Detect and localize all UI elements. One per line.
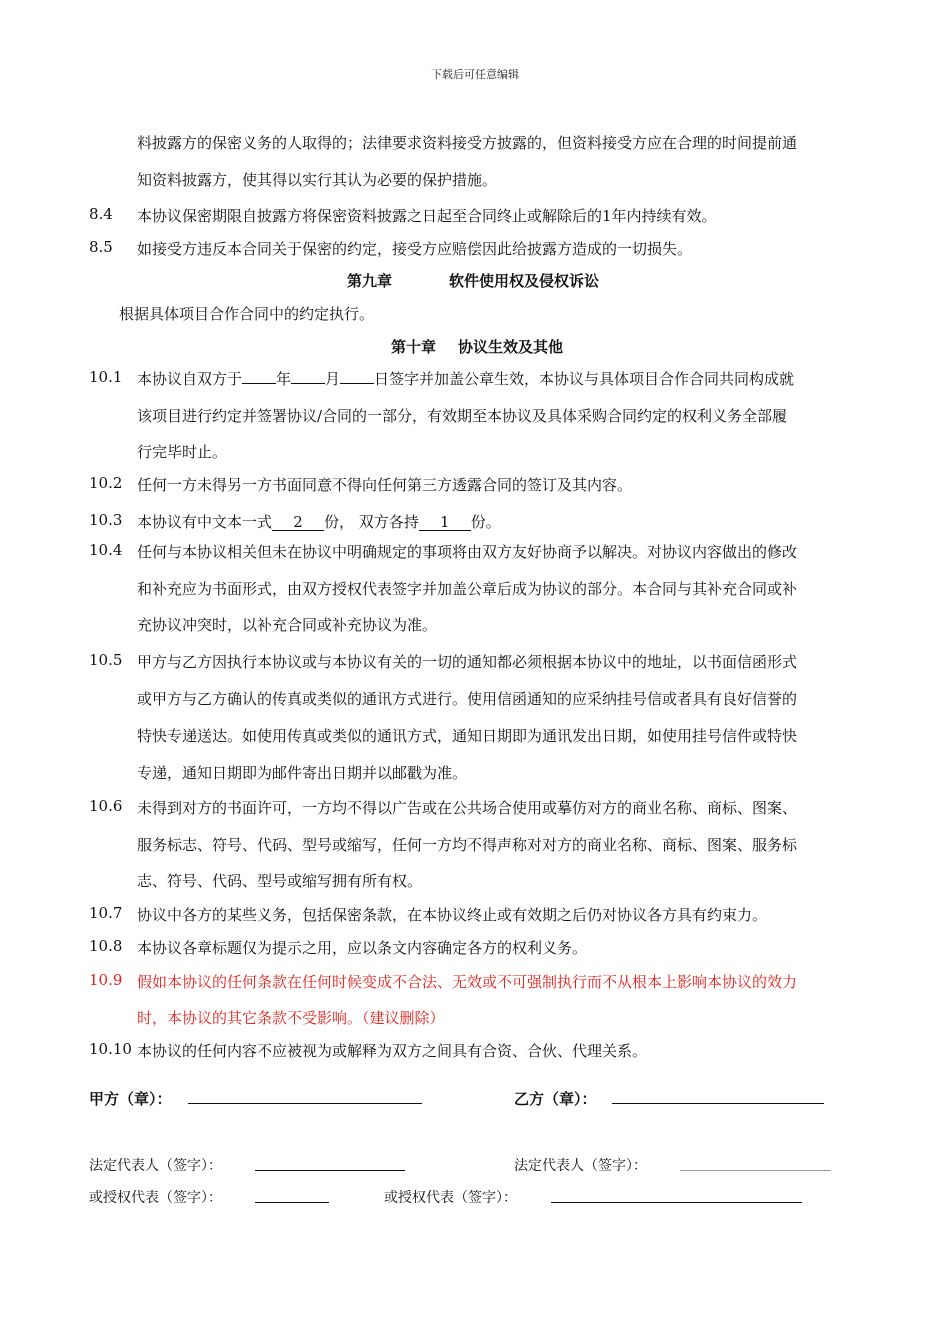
clause-10-4-line-1: 任何与本协议相关但未在协议中明确规定的事项将由双方友好协商予以解决。对协议内容做出的修改 xyxy=(137,543,798,561)
clause-10-6-number: 10.6 xyxy=(89,797,123,815)
clause-10-2-text: 任何一方未得另一方书面同意不得向任何第三方透露合同的签订及其内容。 xyxy=(137,476,633,494)
clause-8-3-line-1: 料披露方的保密义务的人取得的；法律要求资料接受方披露的，但资料接受方应在合理的时间提前通 xyxy=(137,134,798,152)
clause-8-3-line-2: 知资料披露方，使其得以实行其认为必要的保护措施。 xyxy=(137,171,498,189)
page-header: 下载后可任意编辑 xyxy=(431,68,519,81)
party-b-auth-line[interactable] xyxy=(551,1202,802,1203)
year-blank[interactable] xyxy=(242,383,276,384)
clause-10-1-line-2: 该项目进行约定并签署协议/合同的一部分，有效期至本协议及具体采购合同约定的权利义务全部履 xyxy=(137,407,788,425)
clause-10-1-number: 10.1 xyxy=(89,368,123,386)
clause-10-2-number: 10.2 xyxy=(89,474,123,492)
clause-10-3-text xyxy=(137,511,501,532)
clause-10-6-line-1: 未得到对方的书面许可，一方均不得以广告或在公共场合使用或摹仿对方的商业名称、商标、图案、 xyxy=(137,799,798,817)
clause-10-9-line-2: 时，本协议的其它条款不受影响。（建议删除） xyxy=(137,1009,445,1027)
chapter-9-label: 第九章 xyxy=(347,272,393,290)
clause-8-4-number: 8.4 xyxy=(89,205,113,223)
clause-10-3-text-b: 份， 双方各持 xyxy=(324,513,419,531)
copies-each: 1 xyxy=(419,515,471,531)
clause-8-5-number: 8.5 xyxy=(89,238,113,256)
clause-10-3-number: 10.3 xyxy=(89,511,123,529)
month-label: 月 xyxy=(325,370,341,388)
party-a-auth-label: 或授权代表（签字）： xyxy=(89,1190,222,1206)
party-b-rep-line[interactable] xyxy=(680,1170,831,1171)
clause-10-5-number: 10.5 xyxy=(89,651,123,669)
party-a-seal-line[interactable] xyxy=(188,1103,422,1104)
party-a-rep-line[interactable] xyxy=(255,1170,405,1171)
clause-10-3-text-c: 份。 xyxy=(470,513,501,531)
clause-10-10-number: 10.10 xyxy=(89,1040,132,1058)
clause-10-5-line-4: 专递，通知日期即为邮件寄出日期并以邮戳为准。 xyxy=(137,764,468,782)
clause-10-4-line-2: 和补充应为书面形式，由双方授权代表签字并加盖公章后成为协议的部分。本合同与其补充合同或补 xyxy=(137,580,798,598)
clause-10-9-line-1: 假如本协议的任何条款在任何时候变成不合法、无效或不可强制执行而不从根本上影响本协议的效力 xyxy=(137,973,798,991)
clause-10-6-line-3: 志、符号、代码、型号或缩写拥有所有权。 xyxy=(137,872,423,890)
clause-10-1-line-3: 行完毕时止。 xyxy=(137,443,228,461)
party-b-auth-label: 或授权代表（签字）： xyxy=(384,1190,517,1206)
party-a-auth-line[interactable] xyxy=(255,1202,329,1203)
clause-10-5-line-3: 特快专递送达。如使用传真或类似的通讯方式，通知日期即为通讯发出日期，如使用挂号信件或特快 xyxy=(137,727,798,745)
party-b-seal-line[interactable] xyxy=(612,1103,824,1104)
chapter-9-title: 软件使用权及侵权诉讼 xyxy=(449,272,600,290)
clause-10-8-text: 本协议各章标题仅为提示之用，应以条文内容确定各方的权利义务。 xyxy=(137,939,588,957)
clause-10-5-line-1: 甲方与乙方因执行本协议或与本协议有关的一切的通知都必须根据本协议中的地址，以书面信函形式 xyxy=(137,653,798,671)
clause-10-4-line-3: 充协议冲突时，以补充合同或补充协议为准。 xyxy=(137,616,438,634)
clause-10-1-text-d: 日签字并加盖公章生效，本协议与具体项目合作合同共同构成就 xyxy=(374,370,795,388)
clause-8-5-text: 如接受方违反本合同关于保密的约定，接受方应赔偿因此给披露方造成的一切损失。 xyxy=(137,240,693,258)
clause-10-9-number: 10.9 xyxy=(89,971,123,989)
clause-8-4-text: 本协议保密期限自披露方将保密资料披露之日起至合同终止或解除后的1年内持续有效。 xyxy=(137,207,717,225)
clause-10-1-line-1 xyxy=(137,368,794,389)
chapter-9-body: 根据具体项目合作合同中的约定执行。 xyxy=(119,305,375,323)
clause-10-3-text-a: 本协议有中文本一式 xyxy=(137,513,273,531)
clause-10-1-text-a: 本协议自双方于 xyxy=(137,370,243,388)
party-b-rep-label: 法定代表人（签字）： xyxy=(514,1158,647,1174)
clause-10-6-line-2: 服务标志、符号、代码、型号或缩写，任何一方均不得声称对对方的商业名称、商标、图案、服务标 xyxy=(137,836,798,854)
clause-10-7-text: 协议中各方的某些义务，包括保密条款，在本协议终止或有效期之后仍对协议各方具有约束力。 xyxy=(137,906,768,924)
party-b-seal-label: 乙方（章）： xyxy=(514,1090,597,1108)
clause-10-5-line-2: 或甲方与乙方确认的传真或类似的通讯方式进行。使用信函通知的应采纳挂号信或者具有良好信誉的 xyxy=(137,690,798,708)
clause-10-7-number: 10.7 xyxy=(89,904,123,922)
party-a-rep-label: 法定代表人（签字）： xyxy=(89,1158,222,1174)
clause-10-4-number: 10.4 xyxy=(89,541,123,559)
year-label: 年 xyxy=(276,370,292,388)
party-a-seal-label: 甲方（章）： xyxy=(89,1090,172,1108)
clause-10-8-number: 10.8 xyxy=(89,937,123,955)
clause-10-10-text: 本协议的任何内容不应被视为或解释为双方之间具有合资、合伙、代理关系。 xyxy=(137,1042,648,1060)
day-blank[interactable] xyxy=(340,383,374,384)
copies-total: 2 xyxy=(272,515,324,531)
chapter-10-label: 第十章 xyxy=(391,338,437,356)
month-blank[interactable] xyxy=(291,383,325,384)
chapter-10-title: 协议生效及其他 xyxy=(458,338,564,356)
